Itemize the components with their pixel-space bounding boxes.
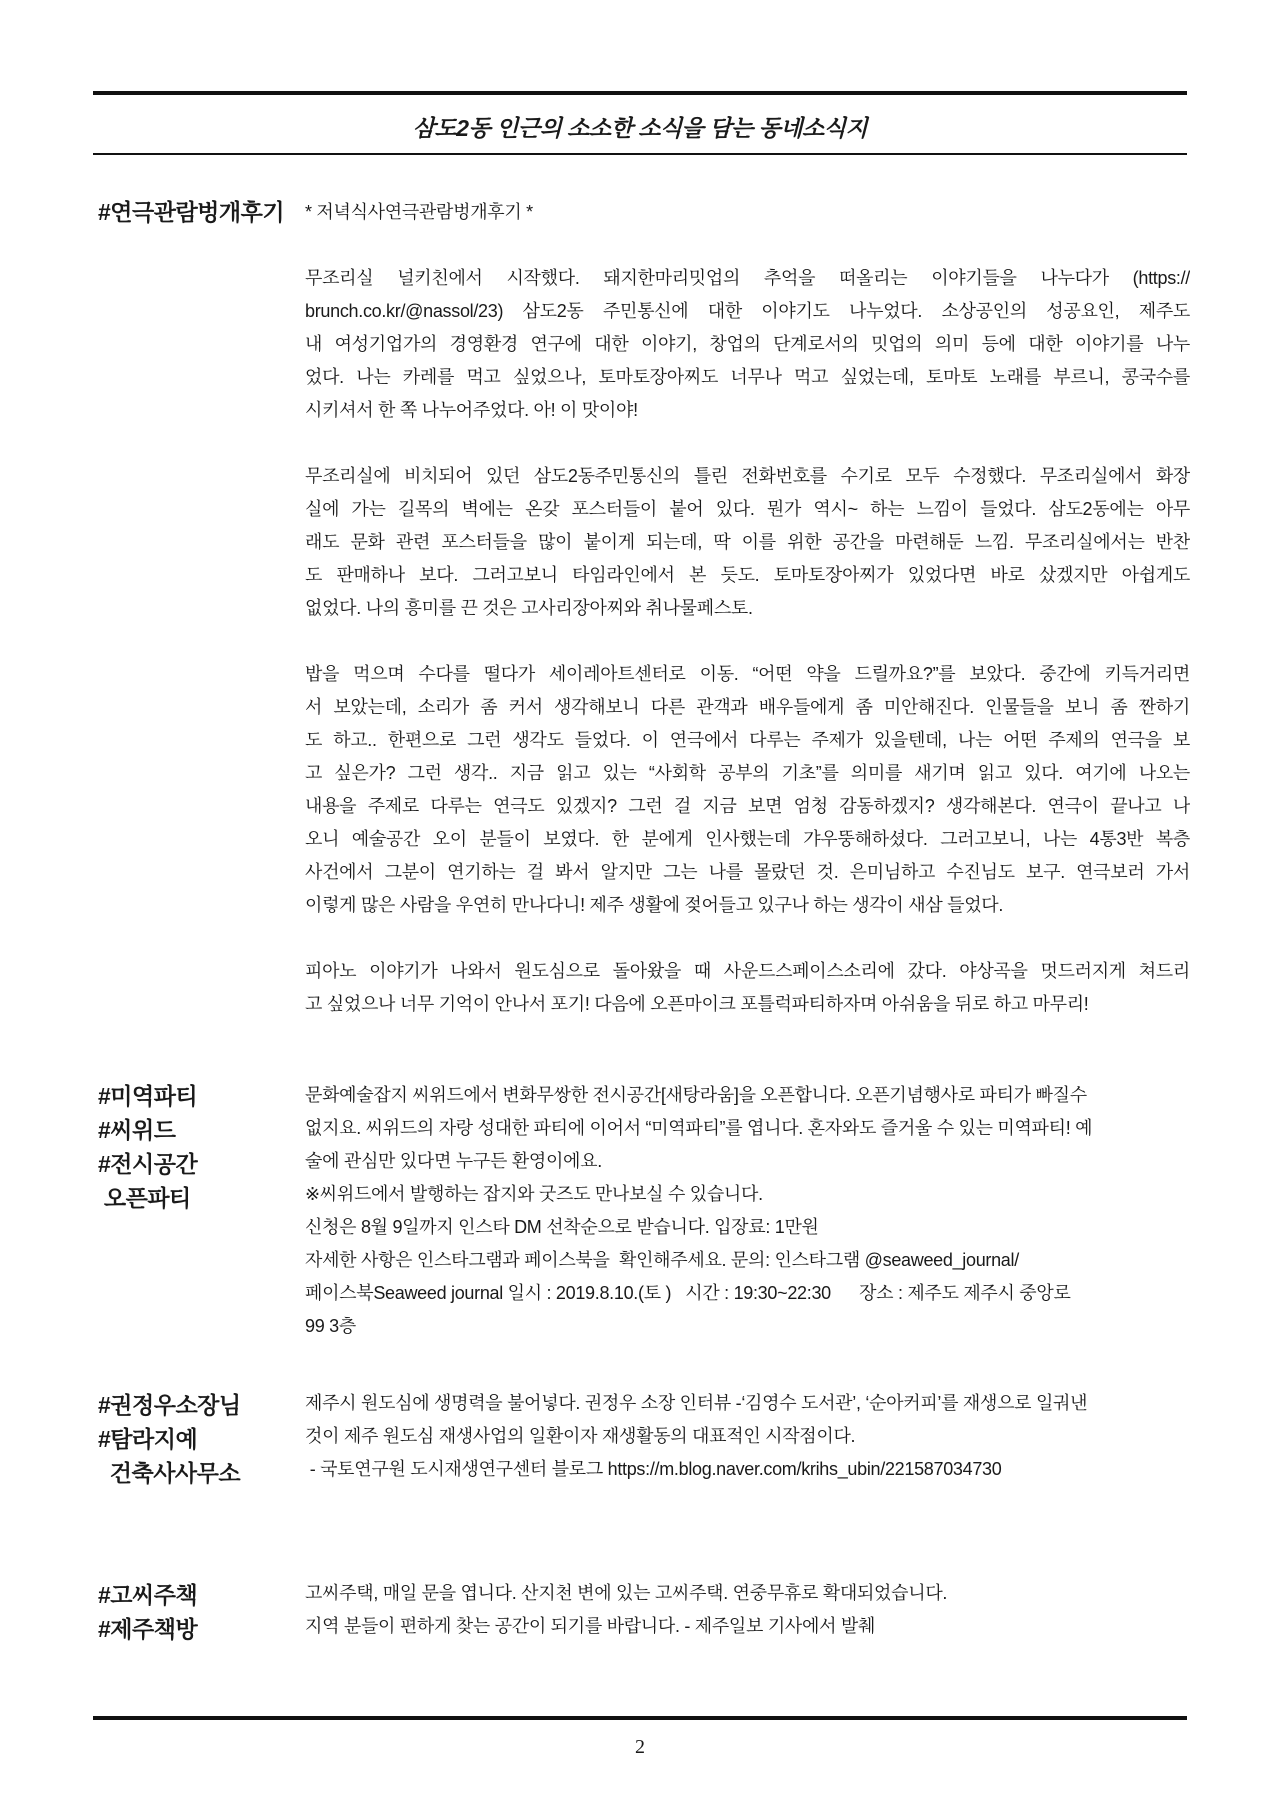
- text-line: 무조리실에 비치되어 있던 삼도2동주민통신의 틀린 전화번호를 수기로 모두 수정했다. 무조리실에서 화장: [305, 466, 1190, 486]
- section-tags: [98, 1079, 197, 1215]
- text-line: 었다. 나는 카레를 먹고 싶었으나, 토마토장아찌도 너무나 먹고 싶었는데, 토마토 노래를 부르니, 콩국수를: [305, 367, 1190, 387]
- section-tags: [98, 1388, 241, 1490]
- text-line: 지역 분들이 편하게 찾는 공간이 되기를 바랍니다. - 제주일보 기사에서 발췌: [305, 1616, 876, 1636]
- text-line: 도 하고.. 한편으로 그런 생각도 들었다. 이 연극에서 다루는 주제가 있을텐데, 나는 어떤 주제의 연극을 보: [305, 730, 1190, 750]
- text-line: * 저녁식사연극관람벙개후기 *: [305, 202, 533, 222]
- paragraph: [305, 460, 1190, 625]
- text-line: 없지요. 씨위드의 자랑 성대한 파티에 이어서 “미역파티”를 엽니다. 혼자와도 즐거울 수 있는 미역파티! 예: [305, 1118, 1093, 1138]
- page-title: 삼도2동 인근의 소소한 소식을 담는 동네소식지: [412, 115, 868, 141]
- paragraph: [305, 1577, 1190, 1643]
- hashtag: #연극관람벙개후기: [98, 199, 285, 225]
- text-line: ※씨위드에서 발행하는 잡지와 굿즈도 만나보실 수 있습니다.: [305, 1184, 763, 1204]
- hashtag: #씨위드: [98, 1117, 176, 1143]
- text-line: 내용을 주제로 다루는 연극도 있겠지? 그런 걸 지금 보면 엄청 감동하겠지? 생각해본다. 연극이 끝나고 나: [305, 796, 1190, 816]
- page-number: 2: [635, 1736, 645, 1758]
- text-line: 시키셔서 한 쪽 나누어주었다. 아! 이 맛이야!: [305, 400, 638, 420]
- paragraph: [305, 1079, 1190, 1343]
- hashtag: #탐라지예: [98, 1426, 198, 1452]
- text-line: 서 보았는데, 소리가 좀 커서 생각해보니 다른 관객과 배우들에게 좀 미안해진다. 인물들을 보니 좀 짠하기: [305, 697, 1190, 717]
- text-line: 사건에서 그분이 연기하는 걸 봐서 알지만 그는 나를 몰랐던 것. 은미님하고 수진님도 보구. 연극보러 가서: [305, 862, 1190, 882]
- text-line: 고 싶은가? 그런 생각.. 지금 읽고 있는 “사회학 공부의 기초”를 의미를 새기며 읽고 있다. 여기에 나오는: [305, 763, 1190, 783]
- paragraph: [305, 1387, 1190, 1486]
- text-line: 고 싶었으나 너무 기억이 안나서 포기! 다음에 오픈마이크 포틀럭파티하자며 아쉬움을 뒤로 하고 마무리!: [305, 994, 1089, 1014]
- text-line: 이렇게 많은 사람을 우연히 만나다니! 제주 생활에 젖어들고 있구나 하는 생각이 새삼 들었다.: [305, 895, 1004, 915]
- paragraph: [305, 196, 1190, 229]
- hashtag: 오픈파티: [98, 1185, 191, 1211]
- text-line: 제주시 원도심에 생명력을 불어넣다. 권정우 소장 인터뷰 -‘김영수 도서관’, ‘순아커피’를 재생으로 일궈낸: [305, 1393, 1088, 1413]
- hashtag: #고씨주책: [98, 1582, 198, 1608]
- text-line: 실에 가는 길목의 벽에는 온갖 포스터들이 붙어 있다. 뭔가 역시~ 하는 느낌이 들었다. 삼도2동에는 아무: [305, 499, 1190, 519]
- text-line: brunch.co.kr/@nassol/23) 삼도2동 주민통신에 대한 이야기도 나누었다. 소상공인의 성공요인, 제주도: [305, 301, 1190, 321]
- section-body: [305, 196, 1190, 1021]
- title-rule: [93, 153, 1187, 155]
- text-line: 것이 제주 원도심 재생사업의 일환이자 재생활동의 대표적인 시작점이다.: [305, 1426, 856, 1446]
- text-line: 도 판매하나 보다. 그러고보니 타임라인에서 본 듯도. 토마토장아찌가 있었다면 바로 샀겠지만 아쉽게도: [305, 565, 1190, 585]
- section-body: [305, 1079, 1190, 1343]
- text-line: 무조리실 널키친에서 시작했다. 돼지한마리밋업의 추억을 떠올리는 이야기들을 나누다가 (https://: [305, 268, 1190, 288]
- text-line: 신청은 8월 9일까지 인스타 DM 선착순으로 받습니다. 입장료: 1만원: [305, 1217, 819, 1237]
- section-tags: [98, 195, 284, 229]
- text-line: 자세한 사항은 인스타그램과 페이스북을 확인해주세요. 문의: 인스타그램 @seaweed_journal/: [305, 1250, 1019, 1270]
- paragraph: [305, 262, 1190, 427]
- section-body: [305, 1387, 1190, 1486]
- top-rule: [93, 91, 1187, 95]
- text-line: 페이스북Seaweed journal 일시 : 2019.8.10.(토 ) 시간 : 19:30~22:30 장소 : 제주도 제주시 중앙로: [305, 1283, 1071, 1303]
- text-line: 99 3층: [305, 1316, 356, 1336]
- text-line: 문화예술잡지 씨위드에서 변화무쌍한 전시공간[새탕라움]을 오픈합니다. 오픈기념행사로 파티가 빠질수: [305, 1085, 1087, 1105]
- text-line: 피아노 이야기가 나와서 원도심으로 돌아왔을 때 사운드스페이스소리에 갔다. 야상곡을 멋드러지게 쳐드리: [305, 961, 1190, 981]
- text-line: 밥을 먹으며 수다를 떨다가 세이레아트센터로 이동. “어떤 약을 드릴까요?”를 보았다. 중간에 키득거리면: [305, 664, 1190, 684]
- paragraph: [305, 955, 1190, 1021]
- text-line: 없었다. 나의 흥미를 끈 것은 고사리장아찌와 취나물페스토.: [305, 598, 753, 618]
- text-line: 술에 관심만 있다면 누구든 환영이에요.: [305, 1151, 602, 1171]
- hashtag: #권정우소장님: [98, 1392, 241, 1418]
- text-line: - 국토연구원 도시재생연구센터 블로그 https://m.blog.naver.com/krihs_ubin/221587034730: [305, 1459, 1002, 1479]
- paragraph: [305, 658, 1190, 922]
- section-body: [305, 1577, 1190, 1643]
- hashtag: #전시공간: [98, 1151, 198, 1177]
- hashtag: #제주책방: [98, 1616, 198, 1642]
- text-line: 래도 문화 관련 포스터들을 많이 붙이게 되는데, 딱 이를 위한 공간을 마련해둔 느낌. 무조리실에서는 반찬: [305, 532, 1190, 552]
- text-line: 내 여성기업가의 경영환경 연구에 대한 이야기, 창업의 단계로서의 밋업의 의미 등에 대한 이야기를 나누: [305, 334, 1190, 354]
- bottom-rule: [93, 1716, 1187, 1720]
- hashtag: #미역파티: [98, 1083, 198, 1109]
- section-tags: [98, 1578, 197, 1646]
- text-line: 오니 예술공간 오이 분들이 보였다. 한 분에게 인사했는데 갸우뚱해하셨다. 그러고보니, 나는 4통3반 복층: [305, 829, 1190, 849]
- hashtag: 건축사사무소: [98, 1460, 241, 1486]
- text-line: 고씨주택, 매일 문을 엽니다. 산지천 변에 있는 고씨주택. 연중무휴로 확대되었습니다.: [305, 1583, 948, 1603]
